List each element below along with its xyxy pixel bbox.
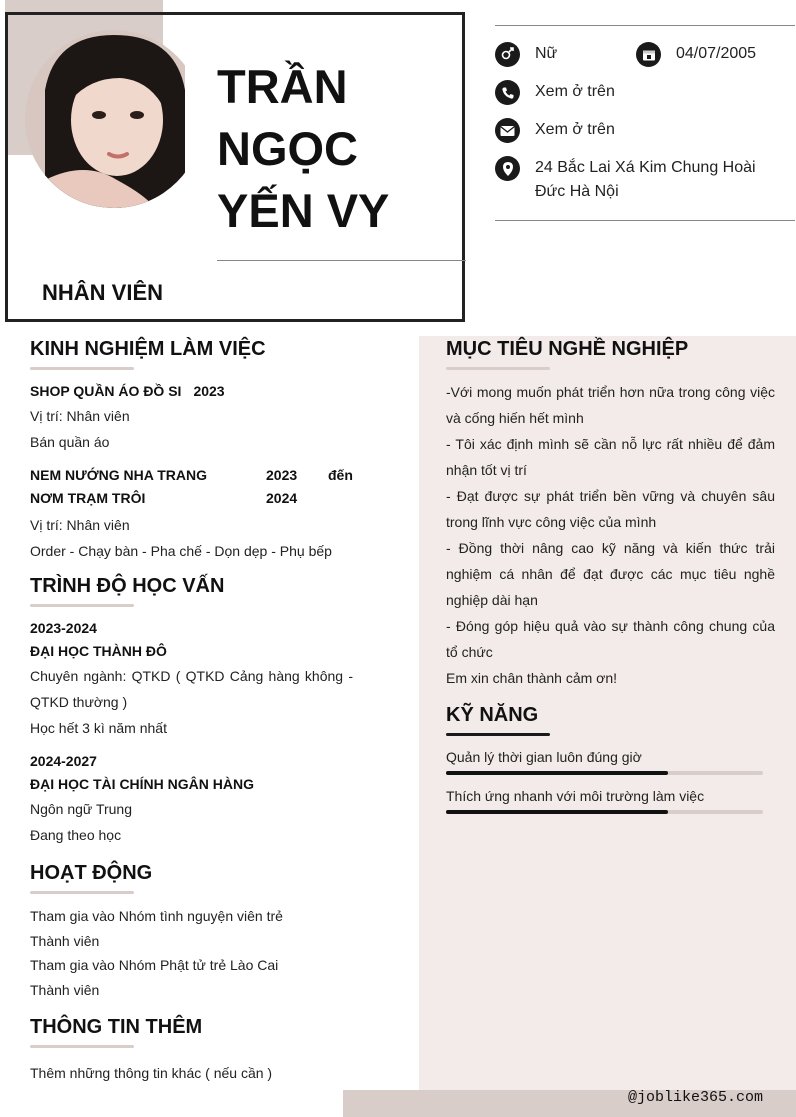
left-column [30, 338, 353, 1083]
edu-2-note: Đang theo học [30, 827, 122, 843]
right-column [446, 338, 775, 814]
experience-title: KINH NGHIỆM LÀM VIỆC [30, 338, 266, 360]
activities-list [30, 904, 353, 1002]
name-divider [217, 260, 466, 261]
job-2-header [30, 464, 353, 510]
envelope-icon [495, 118, 520, 143]
extra-title: THÔNG TIN THÊM [30, 1016, 203, 1038]
skill-name: Quản lý thời gian luôn đúng giờ [446, 749, 642, 765]
phone-value: Xem ở trên [535, 83, 615, 100]
objective-paragraph: -Với mong muốn phát triển hơn nữa trong công việc và cống hiến hết mình [446, 384, 775, 426]
address-value: 24 Bắc Lai Xá Kim Chung Hoài Đức Hà Nội [535, 159, 756, 200]
job-2-position: Vị trí: Nhân viên [30, 517, 130, 533]
address-row [495, 156, 785, 204]
candidate-role: NHÂN VIÊN [42, 280, 164, 305]
job-1-company: SHOP QUẦN ÁO ĐỒ SI [30, 383, 182, 399]
edu-2-school: ĐẠI HỌC TÀI CHÍNH NGÂN HÀNG [30, 776, 254, 792]
edu-1-years: 2023-2024 [30, 620, 97, 636]
edu-1-major: Chuyên ngành: QTKD ( QTKD Cảng hàng không - QTKD thường ) [30, 668, 353, 710]
birthdate-value: 04/07/2005 [676, 45, 757, 62]
candidate-name: TRẦN NGỌC YẾN VY [217, 60, 390, 237]
extra-text: Thêm những thông tin khác ( nếu cần ) [30, 1065, 273, 1081]
education-underline [30, 604, 134, 607]
skills-title: KỸ NĂNG [446, 704, 539, 726]
activities-title: HOẠT ĐỘNG [30, 862, 153, 884]
skills-underline [446, 733, 550, 736]
job-1-description: Bán quần áo [30, 434, 110, 450]
extra-underline [30, 1045, 134, 1048]
phone-icon [495, 80, 520, 105]
objective-underline [446, 367, 550, 370]
edu-2-years: 2024-2027 [30, 753, 97, 769]
activities-underline [30, 891, 134, 894]
edu-1-school: ĐẠI HỌC THÀNH ĐÔ [30, 643, 167, 659]
birthdate-row [636, 42, 756, 67]
objective-paragraph: - Đạt được sự phát triển bền vững và chuyên sâu trong lĩnh vực công việc của mình [446, 488, 775, 530]
objective-paragraph: - Đóng góp hiệu quả vào sự thành công chung của tổ chức [446, 618, 775, 660]
job-2-period-start: 2023 [266, 467, 298, 483]
edu-2-major: Ngôn ngữ Trung [30, 801, 132, 817]
activity-item: Tham gia vào Nhóm Phật tử trẻ Lào Cai [30, 957, 279, 973]
job-2-description: Order - Chạy bàn - Pha chế - Dọn dẹp - Phụ bếp [30, 543, 332, 559]
job-2-company: NEM NƯỚNG NHA TRANG NƠM TRẠM TRÔI [30, 467, 208, 506]
gender-icon [495, 42, 520, 67]
experience-underline [30, 367, 134, 370]
location-pin-icon [495, 156, 520, 181]
objective-paragraph: - Đồng thời nâng cao kỹ năng và kiến thức trải nghiệm cá nhân để đạt được các mục tiêu nghề nghiệp dài hạn [446, 540, 775, 608]
job-1-period: 2023 [193, 383, 225, 399]
skill-bar-track [446, 771, 763, 775]
activity-item: Thành viên [30, 981, 100, 998]
edu-1-note: Học hết 3 kì năm nhất [30, 720, 167, 736]
objective-paragraph: Em xin chân thành cảm ơn! [446, 670, 618, 686]
skill-name: Thích ứng nhanh với môi trường làm việc [446, 788, 705, 804]
gender-value: Nữ [535, 45, 558, 62]
gender-row [495, 42, 557, 67]
phone-row [495, 80, 615, 105]
info-top-divider [495, 25, 795, 26]
email-value: Xem ở trên [535, 121, 615, 138]
skill-item [446, 747, 775, 775]
objective-paragraph: - Tôi xác định mình sẽ cần nỗ lực rất nhiều để đảm nhận tốt vị trí [446, 436, 775, 478]
info-bottom-divider [495, 220, 795, 221]
objective-title: MỤC TIÊU NGHỀ NGHIỆP [446, 338, 689, 360]
skill-bar-track [446, 810, 763, 814]
skill-item [446, 786, 775, 814]
job-2-period-start-end [266, 464, 306, 510]
education-title: TRÌNH ĐỘ HỌC VẤN [30, 575, 225, 597]
job-1-header [30, 380, 353, 403]
watermark: @joblike365.com [628, 1089, 764, 1106]
calendar-icon [636, 42, 661, 67]
activity-item: Tham gia vào Nhóm tình nguyện viên trẻ [30, 908, 283, 924]
skill-bar-fill [446, 771, 668, 775]
job-2-period-sep: đến [328, 467, 353, 483]
skill-bar-fill [446, 810, 668, 814]
objective-body [446, 379, 775, 691]
activity-item: Thành viên [30, 932, 100, 949]
email-row [495, 118, 615, 143]
job-2-period-end: 2024 [266, 490, 298, 506]
job-1-position: Vị trí: Nhân viên [30, 408, 130, 424]
